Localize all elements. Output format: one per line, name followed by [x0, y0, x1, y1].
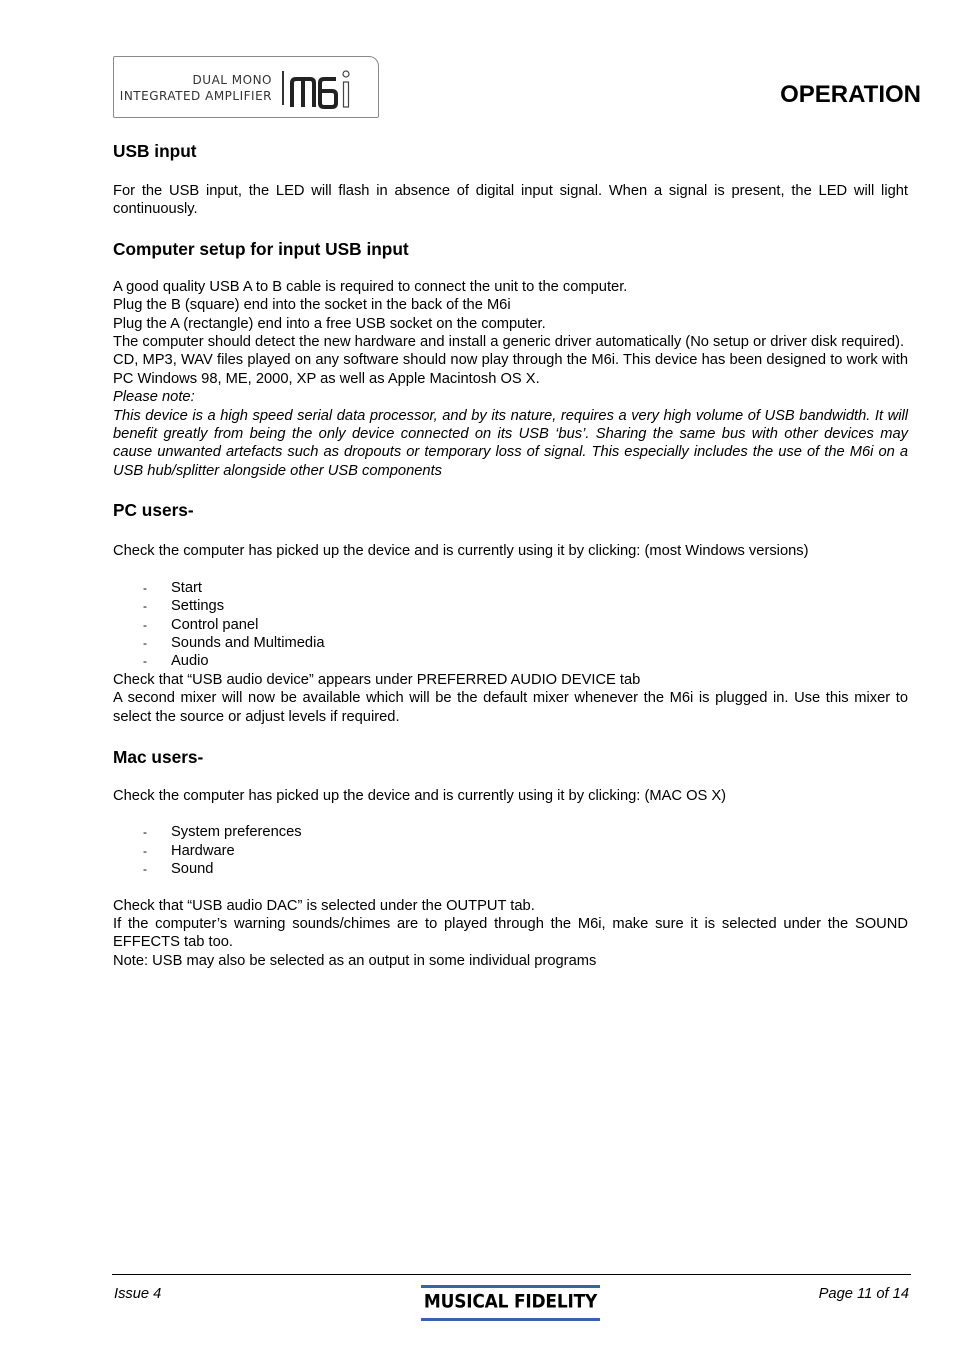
logo-divider [282, 71, 284, 105]
pc-users-intro: Check the computer has picked up the device and is currently using it by clicking: (most Windows versions) [113, 543, 809, 560]
list-item: - Sounds and Multimedia [113, 634, 908, 652]
computer-setup-heading: Computer setup for input USB input [113, 238, 409, 259]
list-item: - Hardware [113, 842, 908, 860]
logo-line-2: INTEGRATED AMPLIFIER [119, 89, 272, 103]
list-item: - Start [113, 579, 908, 597]
brand-rule-top [421, 1285, 600, 1288]
brand-rule-bottom [421, 1318, 600, 1321]
list-item: - System preferences [113, 823, 908, 841]
pc-users-heading: PC users- [113, 500, 194, 521]
setup-line: The computer should detect the new hardware and install a generic driver automatically (No setup or driver disk required). [113, 334, 905, 351]
issue-label: Issue 4 [114, 1286, 162, 1302]
brand-name: MUSICAL FIDELITY [423, 1291, 598, 1313]
usb-input-text: For the USB input, the LED will flash in absence of digital input signal. When a signal is present, the LED will light continuously. [113, 183, 908, 218]
usb-input-heading: USB input [113, 141, 197, 161]
m6i-logo-mark [290, 69, 366, 109]
setup-line: Plug the B (square) end into the socket in the back of the M6i [113, 297, 511, 314]
mac-after-line: Check that “USB audio DAC” is selected under the OUTPUT tab. [113, 897, 535, 914]
mac-users-intro: Check the computer has picked up the device and is currently using it by clicking: (MAC OS X) [113, 787, 727, 804]
list-item: - Audio [113, 652, 908, 670]
product-logo [113, 56, 379, 118]
setup-line: A good quality USB A to B cable is required to connect the unit to the computer. [113, 278, 628, 295]
page-number: Page 11 of 14 [818, 1286, 909, 1302]
mac-after-line: If the computer’s warning sounds/chimes are to played through the M6i, make sure it is selected under the SOUND EFFECTS tab too. [113, 915, 908, 951]
mac-steps-list [113, 823, 908, 878]
brand-logo [421, 1285, 600, 1321]
section-title: OPERATION [780, 81, 921, 108]
setup-line: CD, MP3, WAV files played on any software should now play through the M6i. This device has been designed to work with PC Windows 98, ME, 2000, XP as well as Apple Macintosh OS X. [113, 352, 908, 387]
pc-after-line: Check that “USB audio device” appears under PREFERRED AUDIO DEVICE tab [113, 671, 641, 688]
footer-rule [112, 1274, 911, 1275]
setup-line: Plug the A (rectangle) end into a free USB socket on the computer. [113, 315, 546, 332]
note-text: This device is a high speed serial data processor, and by its nature, requires a very high volume of USB bandwidth. It will benefit greatly from being the only device connected on its USB ‘bus’. Sharing the same bus with other devices may cause unwanted artefacts such as dropouts or temporary loss of signal. This especially includes the use of the M6i on a USB hub/splitter alongside other USB components [113, 407, 908, 479]
logo-line-1: DUAL MONO [192, 73, 272, 87]
note-label: Please note: [113, 389, 195, 406]
list-item: - Control panel [113, 616, 908, 634]
pc-after-line: A second mixer will now be available which will be the default mixer whenever the M6i is plugged in. Use this mixer to select the source or adjust levels if required. [113, 690, 908, 725]
mac-users-heading: Mac users- [113, 746, 204, 767]
pc-steps-list [113, 579, 908, 671]
list-item: - Settings [113, 597, 908, 615]
list-item: - Sound [113, 860, 908, 878]
mac-after-line: Note: USB may also be selected as an output in some individual programs [113, 952, 597, 969]
page-body [113, 141, 908, 970]
